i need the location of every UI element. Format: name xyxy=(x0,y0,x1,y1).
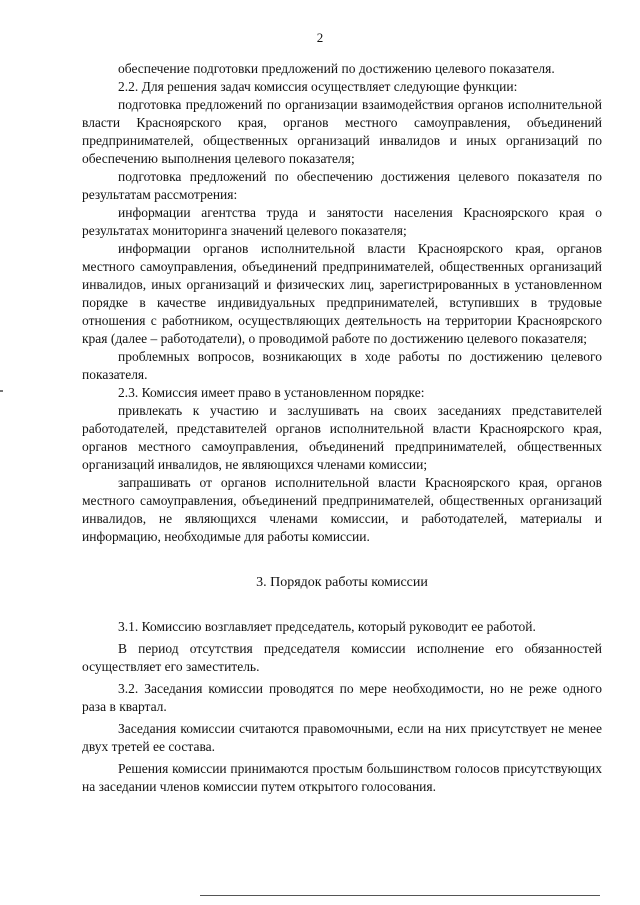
paragraph: запрашивать от органов исполнительной власти Красноярского края, органов местного самоуправления, объединений предпринимателей, общественных организаций инвалидов, не являющихся членами комиссии, и работодателей, материалы и информацию, необходимые для работы комиссии. xyxy=(82,475,602,544)
section-title: 3. Порядок работы комиссии xyxy=(256,575,428,590)
page-number: 2 xyxy=(316,30,324,45)
document-body xyxy=(82,60,602,796)
paragraph: информации агентства труда и занятости населения Красноярского края о результатах мониторинга значений целевого показателя; xyxy=(82,205,602,238)
paragraph: обеспечение подготовки предложений по достижению целевого показателя. xyxy=(118,61,555,76)
paragraph: 2.3. Комиссия имеет право в установленном порядке: xyxy=(118,385,425,400)
paragraph: подготовка предложений по организации взаимодействия органов исполнительной власти Красноярского края, органов местного самоуправления, объединений предпринимателей, общественных организаций инвалидов и иных организаций по обеспечению выполнения целевого показателя; xyxy=(82,97,602,166)
paragraph: информации органов исполнительной власти Красноярского края, органов местного самоуправления, объединений предпринимателей, общественных организаций инвалидов, иных организаций и физических лиц, зарегистрированных в установленном порядке в качестве индивидуальных предпринимателей, вступивших в трудовые отношения с работником, осуществляющих деятельность на территории Красноярского края (далее – работодатели), о проводимой работе по достижению целевого показателя; xyxy=(82,241,602,346)
scan-mark xyxy=(0,390,3,392)
paragraph: подготовка предложений по обеспечению достижения целевого показателя по результатам рассмотрения: xyxy=(82,169,602,202)
paragraph: проблемных вопросов, возникающих в ходе работы по достижению целевого показателя. xyxy=(82,349,602,382)
bottom-rule xyxy=(200,895,600,896)
paragraph: привлекать к участию и заслушивать на своих заседаниях представителей работодателей, представителей органов исполнительной власти Красноярского края, органов местного самоуправления, объединений предпринимателей, общественных организаций инвалидов, не являющихся членами комиссии; xyxy=(82,403,602,472)
paragraph: 2.2. Для решения задач комиссия осуществляет следующие функции: xyxy=(118,79,518,94)
paragraph: Решения комиссии принимаются простым большинством голосов присутствующих на заседании членов комиссии путем открытого голосования. xyxy=(82,761,602,794)
paragraph: Заседания комиссии считаются правомочными, если на них присутствует не менее двух третей ее состава. xyxy=(82,721,602,754)
paragraph: 3.1. Комиссию возглавляет председатель, который руководит ее работой. xyxy=(118,619,536,634)
paragraph: 3.2. Заседания комиссии проводятся по мере необходимости, но не реже одного раза в квартал. xyxy=(82,681,602,714)
paragraph: В период отсутствия председателя комиссии исполнение его обязанностей осуществляет его заместитель. xyxy=(82,641,602,674)
